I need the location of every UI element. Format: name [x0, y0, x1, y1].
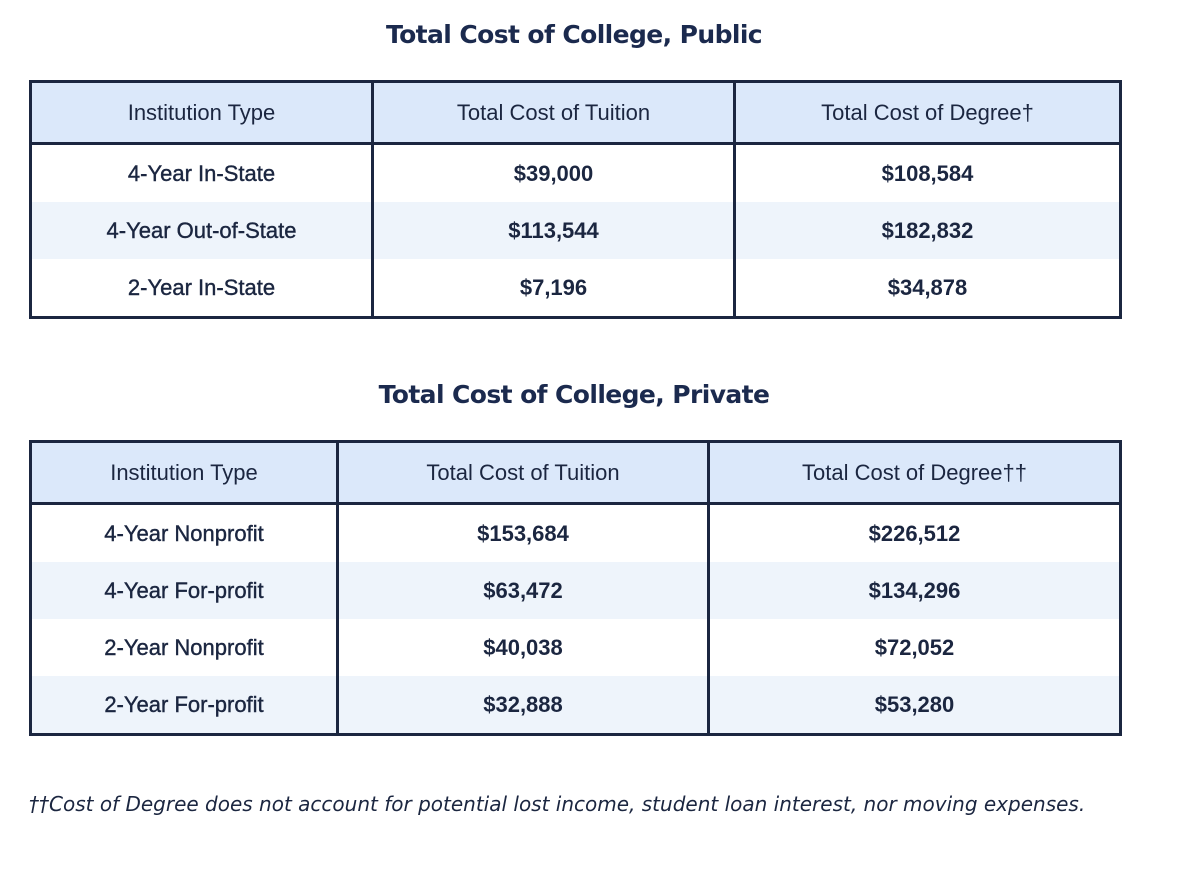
table-row	[31, 504, 1121, 563]
footnote: ††Cost of Degree does not account for potential lost income, student loan interest, nor moving expenses.	[29, 792, 1086, 816]
degree-cost-cell: $53,280	[709, 676, 1121, 735]
institution-type-cell: 4-Year Nonprofit	[104, 520, 264, 546]
column-header-tuition: Total Cost of Tuition	[338, 442, 709, 504]
table-row	[31, 676, 1121, 735]
private-table-title: Total Cost of College, Private	[378, 380, 770, 409]
degree-cost-cell: $182,832	[735, 202, 1121, 259]
degree-cost-cell: $34,878	[735, 259, 1121, 318]
degree-cost-cell: $134,296	[709, 562, 1121, 619]
degree-cost-cell: $226,512	[709, 504, 1121, 563]
tuition-cost-cell: $63,472	[338, 562, 709, 619]
institution-type-cell: 2-Year Nonprofit	[104, 634, 264, 660]
tuition-cost-cell: $113,544	[373, 202, 735, 259]
table-row	[31, 259, 1121, 318]
table-row	[31, 562, 1121, 619]
tuition-cost-cell: $39,000	[373, 144, 735, 203]
institution-type-cell: 4-Year In-State	[127, 160, 276, 186]
column-header-tuition: Total Cost of Tuition	[373, 82, 735, 144]
public-cost-table	[29, 80, 1122, 319]
degree-cost-cell: $72,052	[709, 619, 1121, 676]
institution-type-cell: 2-Year For-profit	[31, 676, 338, 735]
column-header-degree: Total Cost of Degree††	[709, 442, 1121, 504]
column-header-degree: Total Cost of Degree†	[735, 82, 1121, 144]
public-table-title: Total Cost of College, Public	[385, 20, 763, 49]
table-header-row	[31, 82, 1121, 144]
table-header-row	[31, 442, 1121, 504]
institution-type-cell: 2-Year In-State	[127, 274, 276, 300]
column-header-institution-type: Institution Type	[31, 442, 338, 504]
institution-type-cell: 4-Year For-profit	[31, 562, 338, 619]
tuition-cost-cell: $153,684	[338, 504, 709, 563]
tuition-cost-cell: $7,196	[373, 259, 735, 318]
private-cost-table	[29, 440, 1122, 736]
tuition-cost-cell: $32,888	[338, 676, 709, 735]
degree-cost-cell: $108,584	[735, 144, 1121, 203]
table-row	[31, 144, 1121, 203]
tuition-cost-cell: $40,038	[338, 619, 709, 676]
table-row	[31, 619, 1121, 676]
institution-type-cell: 4-Year Out-of-State	[31, 202, 373, 259]
table-row	[31, 202, 1121, 259]
column-header-institution-type: Institution Type	[31, 82, 373, 144]
